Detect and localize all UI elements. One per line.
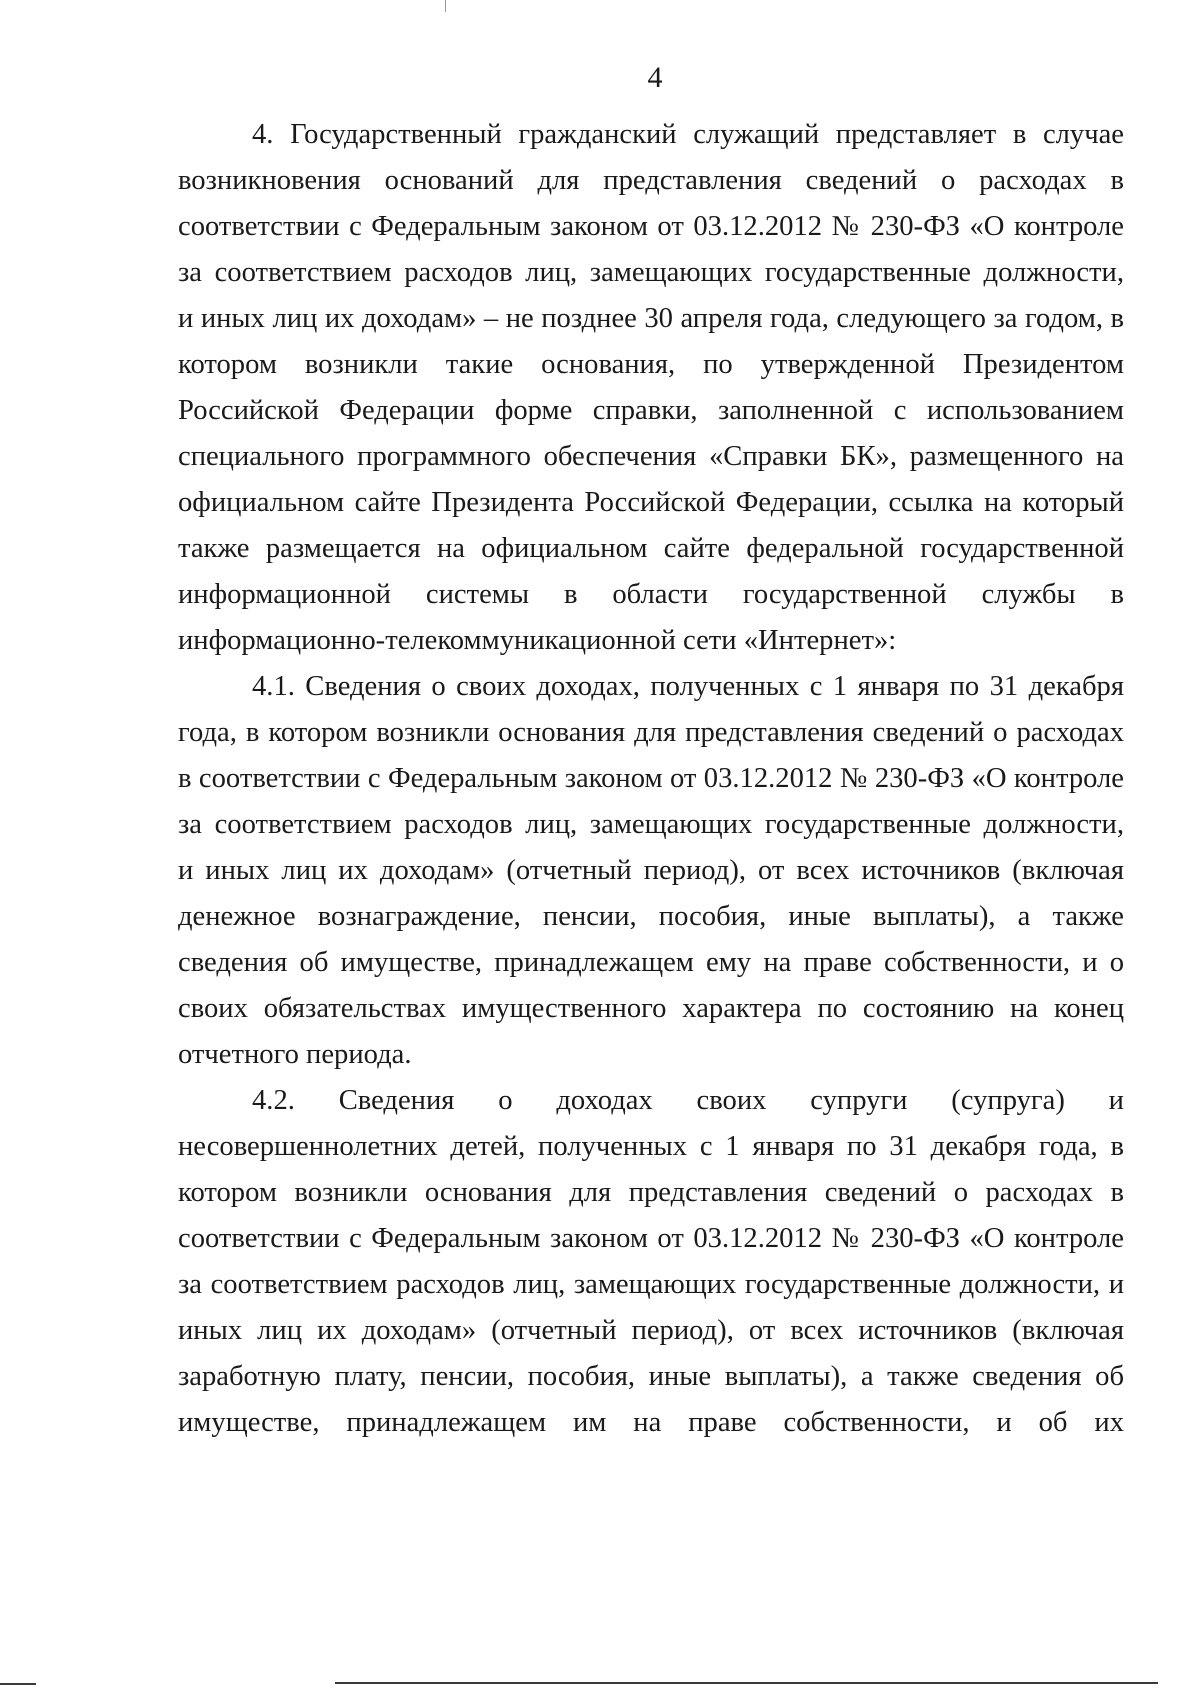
- paragraph-4-line: информационной системы в области государственной службы в: [178, 579, 1124, 610]
- paragraph-4-1-line: денежное вознаграждение, пенсии, пособия, иные выплаты), а также: [178, 901, 1124, 932]
- paragraph-4-line: Российской Федерации форме справки, заполненной с использованием: [178, 395, 1124, 426]
- paragraph-4-2-line: за соответствием расходов лиц, замещающих государственные должности, и: [178, 1269, 1124, 1300]
- paragraph-4-line: соответствии с Федеральным законом от 03.12.2012 № 230-ФЗ «О контроле: [178, 211, 1124, 242]
- paragraph-4-line: официальном сайте Президента Российской Федерации, ссылка на который: [178, 487, 1124, 518]
- paragraph-4-2-line: иных лиц их доходам» (отчетный период), от всех источников (включая: [178, 1315, 1124, 1346]
- paragraph-4-line: 4. Государственный гражданский служащий представляет в случае: [252, 119, 1124, 150]
- paragraph-4-1-line: и иных лиц их доходам» (отчетный период), от всех источников (включая: [178, 855, 1124, 886]
- paragraph-4-2-line: имуществе, принадлежащем им на праве собственности, и об их: [178, 1407, 1124, 1438]
- paragraph-4-line: возникновения оснований для представления сведений о расходах в: [178, 165, 1124, 196]
- page-number: 4: [647, 61, 663, 94]
- paragraph-4-2-line: несовершеннолетних детей, полученных с 1 января по 31 декабря года, в: [178, 1131, 1124, 1162]
- paragraph-4-line: за соответствием расходов лиц, замещающих государственные должности,: [178, 257, 1124, 288]
- paragraph-4-1-line: своих обязательствах имущественного характера по состоянию на конец: [178, 993, 1124, 1024]
- paragraph-4-1-line: отчетного периода.: [178, 1039, 412, 1070]
- bottom-rule-left: [0, 1683, 36, 1685]
- paragraph-4-line: котором возникли такие основания, по утвержденной Президентом: [178, 349, 1124, 380]
- paragraph-4-line: специального программного обеспечения «Справки БК», размещенного на: [178, 441, 1124, 472]
- paragraph-4-1-line: в соответствии с Федеральным законом от 03.12.2012 № 230-ФЗ «О контроле: [178, 763, 1124, 794]
- paragraph-4-line: информационно-телекоммуникационной сети «Интернет»:: [178, 625, 897, 656]
- paragraph-4-1-line: 4.1. Сведения о своих доходах, полученных с 1 января по 31 декабря: [252, 671, 1124, 702]
- bottom-rule-right: [335, 1682, 1158, 1684]
- paragraph-4-2-line: котором возникли основания для представления сведений о расходах в: [178, 1177, 1124, 1208]
- paragraph-4-1-line: сведения об имуществе, принадлежащем ему на праве собственности, и о: [178, 947, 1124, 978]
- scan-mark: [445, 0, 446, 12]
- paragraph-4-2-line: заработную плату, пенсии, пособия, иные выплаты), а также сведения об: [178, 1361, 1124, 1392]
- paragraph-4-2-line: 4.2. Сведения о доходах своих супруги (супруга) и: [252, 1085, 1124, 1116]
- paragraph-4-line: и иных лиц их доходам» – не позднее 30 апреля года, следующего за годом, в: [178, 303, 1124, 334]
- paragraph-4-2-line: соответствии с Федеральным законом от 03.12.2012 № 230-ФЗ «О контроле: [178, 1223, 1124, 1254]
- paragraph-4-line: также размещается на официальном сайте федеральной государственной: [178, 533, 1124, 564]
- paragraph-4-1-line: за соответствием расходов лиц, замещающих государственные должности,: [178, 809, 1124, 840]
- paragraph-4-1-line: года, в котором возникли основания для представления сведений о расходах: [178, 717, 1124, 748]
